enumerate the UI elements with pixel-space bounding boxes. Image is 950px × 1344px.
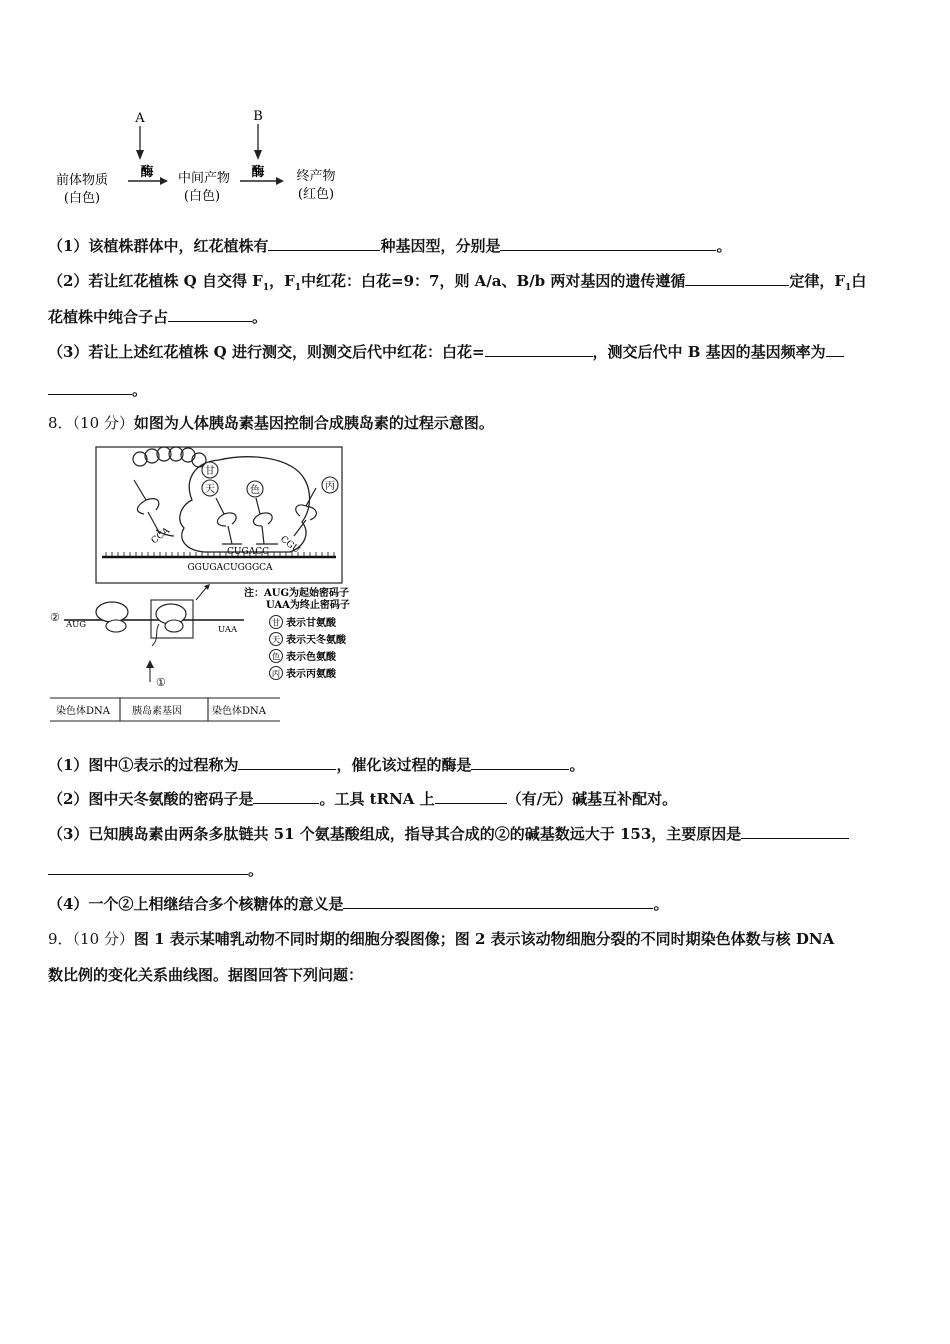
final-label: 终产物 (296, 169, 336, 184)
q7-part2-line1: （2）若让红花植株 Q 自交得 $F_1$，$F_1$中红花：白花=9：7，则 A/a、B/b 两对基因的遗传遵循 定律，$F_1$白 (48, 272, 867, 293)
q7-part3: （3）若让上述红花植株 Q 进行测交，则测交后代中红花：白花= ，测交后代中 B 基因的基因频率为 (48, 342, 844, 362)
answer-blank[interactable] (500, 236, 716, 251)
answer-blank[interactable] (485, 342, 593, 357)
answer-blank[interactable] (435, 789, 507, 804)
dna-left-label: 染色体DNA (56, 706, 110, 717)
intermediate-label: 中间产物 (177, 171, 231, 186)
answer-blank[interactable] (685, 271, 789, 286)
q7-part3-cont: 。 (48, 380, 147, 400)
anticodon-cugacc: CUGACC (227, 547, 269, 557)
stop-codon-label: UAA (218, 625, 238, 635)
answer-blank[interactable] (268, 236, 380, 251)
precursor-label: 前体物质 (55, 173, 109, 188)
legend-asp-text: 表示天冬氨酸 (286, 635, 346, 646)
aa-ala-badge: 丙 (325, 481, 335, 492)
enzyme-label-1: 酶 (140, 165, 154, 180)
aa-asp-badge: 天 (205, 484, 215, 495)
aa-gly-badge: 甘 (205, 466, 215, 477)
answer-blank[interactable] (48, 860, 248, 875)
gene-b-label: B (253, 109, 263, 124)
q8-part1: （1）图中①表示的过程称为 ，催化该过程的酶是 。 (48, 756, 585, 774)
insulin-translation-figure (44, 440, 384, 730)
q7-part2-line2: 花植株中纯合子占 。 (48, 308, 268, 326)
note-stop-codon: UAA为终止密码子 (266, 600, 350, 611)
answer-blank[interactable] (253, 789, 319, 804)
q8-part3-cont: 。 (48, 860, 263, 880)
answer-blank[interactable] (343, 894, 653, 909)
q8-part2: （2）图中天冬氨酸的密码子是 。工具 tRNA 上 （有/无）碱基互补配对。 (48, 790, 678, 808)
aa-trp-badge: 色 (250, 485, 260, 496)
gene-a-label: A (135, 111, 145, 126)
final-color: (红色) (297, 187, 335, 202)
precursor-color: (白色) (63, 191, 101, 206)
intermediate-color: (白色) (183, 189, 221, 204)
mrna-marker: ② (50, 611, 60, 624)
q9-stem-line1: 9．（10 分）图 1 表示某哺乳动物不同时期的细胞分裂图像；图 2 表示该动物细胞分裂的不同时期染色体数与核 DNA (48, 930, 835, 948)
answer-blank[interactable] (471, 755, 569, 770)
legend-trp-text: 表示色氨酸 (286, 652, 336, 663)
note-start-codon: 注：AUG为起始密码子 (244, 588, 350, 599)
q8-part3: （3）已知胰岛素由两条多肽链共 51 个氨基酸组成，指导其合成的②的碱基数远大于 153，主要原因是 (48, 824, 849, 844)
q7-part1: （1）该植株群体中，红花植株有 种基因型，分别是 。 (48, 237, 732, 255)
transcription-marker: ① (156, 676, 166, 689)
insulin-gene-label: 胰岛素基因 (132, 706, 182, 717)
answer-blank[interactable] (48, 380, 132, 395)
start-codon-label: AUG (66, 620, 87, 630)
legend-gly-text: 表示甘氨酸 (286, 618, 336, 629)
mrna-sequence: GGUGACUGGGCA (187, 563, 273, 573)
anticodon-cca: CCA (149, 525, 172, 547)
legend-trp-icon: 色 (271, 652, 281, 663)
answer-blank[interactable] (741, 824, 849, 839)
answer-blank[interactable] (238, 755, 336, 770)
legend-ala-icon: 丙 (271, 669, 281, 680)
legend-ala-text: 表示丙氨酸 (286, 669, 336, 680)
enzyme-label-2: 酶 (251, 165, 265, 180)
q9-stem-line2: 数比例的变化关系曲线图。据图回答下列问题： (48, 966, 364, 984)
q8-part4: （4）一个②上相继结合多个核糖体的意义是 。 (48, 895, 669, 913)
answer-blank[interactable] (826, 342, 844, 357)
legend-asp-icon: 天 (271, 635, 281, 646)
legend-gly-icon: 甘 (271, 618, 281, 629)
anticodon-cgu: CGU (278, 534, 302, 556)
dna-right-label: 染色体DNA (212, 706, 266, 717)
q8-stem: 8．（10 分）如图为人体胰岛素基因控制合成胰岛素的过程示意图。 (48, 414, 494, 432)
pathway-figure (44, 104, 354, 214)
answer-blank[interactable] (168, 307, 252, 322)
